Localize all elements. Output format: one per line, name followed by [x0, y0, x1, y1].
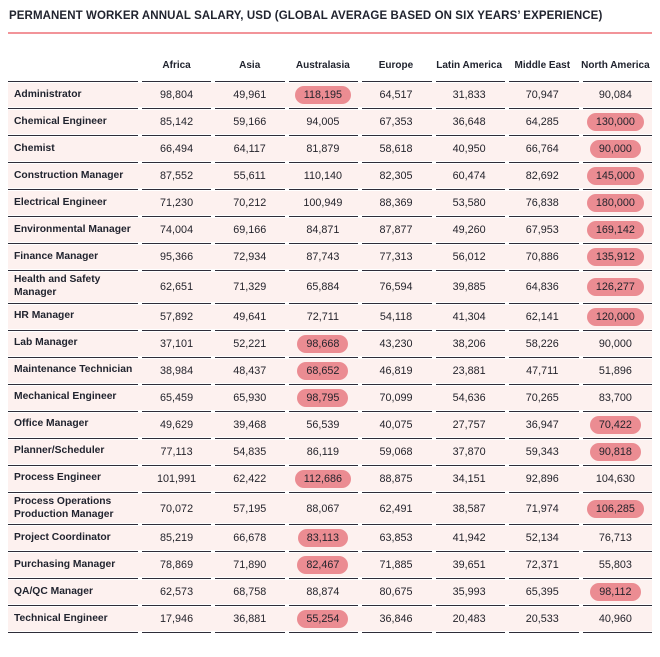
salary-cell: 59,343 — [525, 445, 559, 458]
row-label: Process Engineer — [14, 472, 101, 484]
salary-cell: 17,946 — [160, 613, 194, 626]
salary-cell: 67,953 — [525, 224, 559, 236]
salary-cell: 110,140 — [303, 170, 342, 182]
salary-cell: 84,871 — [306, 224, 340, 236]
row-divider — [8, 631, 652, 634]
row-label: Environmental Manager — [14, 223, 131, 235]
salary-cell: 71,885 — [379, 559, 413, 572]
salary-cell: 39,885 — [452, 280, 486, 293]
table-row — [8, 607, 652, 631]
salary-cell: 58,226 — [525, 337, 559, 350]
table-row — [8, 553, 652, 577]
salary-cell: 40,950 — [452, 143, 486, 155]
salary-cell: 39,468 — [233, 418, 267, 431]
salary-cell: 76,838 — [525, 197, 559, 209]
salary-cell — [579, 140, 652, 158]
salary-cell: 51,896 — [598, 364, 632, 377]
row-label: Technical Engineer — [14, 613, 108, 624]
salary-cell: 56,539 — [306, 418, 340, 431]
highlight-badge: 135,912 — [587, 248, 644, 266]
salary-cell: 40,075 — [379, 418, 413, 431]
salary-cell: 71,329 — [233, 280, 267, 293]
salary-cell — [579, 583, 652, 601]
salary-cell: 77,313 — [379, 251, 413, 263]
salary-cell: 70,947 — [525, 89, 559, 101]
table-row — [8, 494, 652, 524]
highlight-badge: 82,467 — [297, 556, 348, 574]
column-header-africa: Africa — [162, 60, 191, 71]
highlight-badge: 90,818 — [590, 443, 641, 461]
salary-cell: 78,869 — [160, 559, 194, 572]
salary-cell: 38,984 — [160, 364, 194, 377]
table-row — [8, 83, 652, 107]
highlight-badge: 98,668 — [297, 335, 348, 353]
table-row — [8, 526, 652, 550]
salary-cell: 66,494 — [160, 143, 194, 155]
salary-cell: 54,636 — [452, 391, 486, 404]
salary-cell: 49,641 — [233, 310, 267, 323]
salary-cell: 85,219 — [160, 532, 194, 545]
salary-cell — [579, 248, 652, 266]
salary-cell: 64,285 — [525, 116, 559, 128]
column-header-latin-america: Latin America — [436, 60, 503, 71]
salary-cell — [286, 556, 359, 574]
salary-cell: 65,459 — [160, 391, 194, 404]
salary-cell: 62,141 — [525, 310, 559, 323]
salary-cell: 76,713 — [598, 532, 632, 545]
salary-cell — [286, 335, 359, 353]
salary-cell: 27,757 — [452, 418, 486, 431]
table-row — [8, 332, 652, 356]
salary-cell — [579, 308, 652, 326]
salary-cell: 68,758 — [233, 586, 267, 599]
salary-cell — [579, 113, 652, 131]
highlight-badge: 145,000 — [587, 167, 644, 185]
salary-cell: 92,896 — [525, 472, 559, 485]
salary-cell — [286, 470, 359, 488]
salary-cell: 90,084 — [598, 89, 632, 101]
salary-cell: 85,142 — [160, 116, 194, 128]
salary-cell: 47,711 — [526, 364, 559, 377]
salary-cell: 88,874 — [306, 586, 340, 599]
salary-cell: 72,711 — [306, 310, 339, 323]
salary-cell: 101,991 — [157, 472, 197, 485]
salary-cell: 65,884 — [306, 280, 340, 293]
table-row — [8, 218, 652, 242]
salary-cell: 62,651 — [160, 280, 194, 293]
column-header-north-america: North America — [581, 60, 650, 71]
salary-cell: 72,371 — [525, 559, 559, 572]
salary-cell: 41,304 — [452, 310, 486, 323]
salary-cell: 82,692 — [525, 170, 559, 182]
salary-cell: 67,353 — [379, 116, 413, 128]
page-title: PERMANENT WORKER ANNUAL SALARY, USD (GLOBAL AVERAGE BASED ON SIX YEARS’ EXPERIENCE) — [9, 10, 603, 22]
salary-cell: 20,483 — [452, 613, 486, 626]
row-label: Purchasing Manager — [14, 559, 116, 570]
salary-cell — [579, 221, 652, 239]
salary-cell: 34,151 — [452, 472, 486, 485]
table-row — [8, 137, 652, 161]
table-row — [8, 440, 652, 464]
salary-cell: 87,877 — [379, 224, 413, 236]
salary-cell: 37,101 — [160, 337, 194, 350]
salary-cell: 54,118 — [379, 310, 413, 323]
salary-cell: 57,892 — [160, 310, 194, 323]
salary-cell: 81,879 — [306, 143, 340, 155]
row-label: Chemical Engineer — [14, 115, 107, 127]
row-label: Office Manager — [14, 418, 89, 430]
salary-cell: 49,961 — [233, 89, 267, 101]
salary-cell: 31,833 — [452, 89, 486, 101]
salary-cell: 43,230 — [379, 337, 413, 350]
salary-cell: 76,594 — [379, 280, 413, 293]
salary-cell: 87,552 — [160, 170, 194, 182]
salary-cell: 37,870 — [452, 445, 486, 458]
row-label: Health and Safety Manager — [14, 274, 101, 298]
highlight-badge: 70,422 — [590, 416, 641, 434]
salary-cell — [286, 529, 359, 547]
salary-cell: 59,166 — [233, 116, 267, 128]
salary-cell: 70,212 — [233, 197, 267, 209]
row-label: Maintenance Technician — [14, 364, 133, 376]
salary-cell: 39,651 — [452, 559, 486, 572]
highlight-badge: 98,112 — [590, 583, 640, 601]
highlight-badge: 180,000 — [587, 194, 644, 212]
salary-cell: 70,099 — [379, 391, 413, 404]
salary-cell: 54,835 — [233, 445, 267, 458]
salary-cell: 62,491 — [379, 502, 413, 515]
salary-cell: 58,618 — [379, 143, 413, 155]
highlight-badge: 106,285 — [587, 500, 644, 518]
column-header-europe: Europe — [378, 60, 414, 71]
salary-cell — [579, 167, 652, 185]
salary-cell: 71,230 — [160, 197, 194, 209]
table-row — [8, 467, 652, 491]
salary-cell: 35,993 — [452, 586, 486, 599]
highlight-badge: 83,113 — [298, 529, 348, 547]
highlight-badge: 112,686 — [295, 470, 351, 488]
row-label: Lab Manager — [14, 337, 78, 349]
salary-cell: 104,630 — [595, 472, 635, 485]
salary-cell: 41,942 — [452, 532, 486, 545]
salary-cell: 86,119 — [306, 445, 339, 458]
highlight-badge: 169,142 — [587, 221, 644, 239]
salary-cell: 80,675 — [379, 586, 413, 599]
row-label: Construction Manager — [14, 169, 124, 181]
salary-cell: 66,764 — [525, 143, 559, 155]
salary-cell: 69,166 — [233, 224, 267, 236]
salary-cell: 70,265 — [525, 391, 559, 404]
salary-table — [8, 80, 652, 634]
column-header-asia: Asia — [239, 60, 261, 71]
salary-cell: 55,611 — [233, 170, 266, 182]
salary-cell — [286, 86, 359, 104]
salary-cell: 70,886 — [525, 251, 559, 263]
salary-cell: 38,587 — [452, 502, 486, 515]
highlight-badge: 68,652 — [297, 362, 348, 380]
table-row — [8, 191, 652, 215]
highlight-badge: 130,000 — [587, 113, 644, 131]
salary-cell: 57,195 — [233, 502, 267, 515]
salary-cell: 38,206 — [452, 337, 486, 350]
row-label: Electrical Engineer — [14, 196, 107, 208]
salary-cell: 49,260 — [452, 224, 486, 236]
salary-cell: 62,422 — [233, 472, 267, 485]
column-header-australasia: Australasia — [295, 60, 350, 71]
salary-cell: 36,881 — [233, 613, 267, 626]
salary-cell: 48,437 — [233, 364, 267, 377]
salary-cell: 65,395 — [525, 586, 559, 599]
salary-cell: 64,836 — [525, 280, 559, 293]
salary-cell: 64,517 — [379, 89, 413, 101]
table-row — [8, 413, 652, 437]
table-row — [8, 305, 652, 329]
salary-cell: 100,949 — [303, 197, 343, 209]
table-row — [8, 580, 652, 604]
salary-cell — [579, 500, 652, 518]
salary-cell: 87,743 — [306, 251, 340, 263]
highlight-badge: 55,254 — [297, 610, 348, 628]
salary-cell: 66,678 — [233, 532, 267, 545]
salary-cell — [579, 416, 652, 434]
highlight-badge: 98,795 — [297, 389, 348, 407]
row-label: Finance Manager — [14, 250, 99, 262]
salary-cell: 90,000 — [598, 337, 632, 350]
row-label: QA/QC Manager — [14, 586, 93, 597]
salary-cell: 82,305 — [379, 170, 413, 182]
salary-cell: 20,533 — [525, 613, 559, 626]
row-label: Mechanical Engineer — [14, 391, 117, 403]
salary-cell: 98,804 — [160, 89, 194, 101]
salary-cell — [286, 389, 359, 407]
salary-cell: 52,134 — [525, 532, 559, 545]
salary-cell — [286, 610, 359, 628]
row-label: Chemist — [14, 142, 55, 154]
table-row — [8, 359, 652, 383]
salary-cell: 88,369 — [379, 197, 413, 209]
salary-cell — [286, 362, 359, 380]
row-label: HR Manager — [14, 310, 75, 322]
salary-cell — [579, 278, 652, 296]
highlight-badge: 118,195 — [295, 86, 351, 104]
salary-cell: 49,629 — [160, 418, 194, 431]
row-label: Planner/Scheduler — [14, 445, 105, 457]
salary-cell: 71,974 — [525, 502, 559, 515]
salary-cell: 36,846 — [379, 613, 413, 626]
row-label: Project Coordinator — [14, 532, 111, 543]
column-header-middle-east: Middle East — [514, 60, 571, 71]
table-row — [8, 245, 652, 269]
table-row — [8, 272, 652, 302]
salary-cell: 88,067 — [306, 502, 340, 515]
salary-cell — [579, 194, 652, 212]
salary-cell: 59,068 — [379, 445, 413, 458]
salary-cell: 65,930 — [233, 391, 267, 404]
salary-cell: 36,947 — [525, 418, 559, 431]
highlight-badge: 126,277 — [587, 278, 644, 296]
salary-cell: 64,117 — [233, 143, 266, 155]
table-header-row — [8, 60, 652, 71]
salary-cell: 52,221 — [233, 337, 267, 350]
salary-cell: 63,853 — [379, 532, 413, 545]
salary-cell: 94,005 — [306, 116, 340, 128]
salary-cell: 56,012 — [452, 251, 486, 263]
row-label: Process Operations Production Manager — [14, 495, 114, 520]
salary-cell: 46,819 — [379, 364, 413, 377]
salary-cell: 95,366 — [160, 251, 194, 263]
salary-cell: 88,875 — [379, 472, 413, 485]
salary-cell: 40,960 — [598, 613, 632, 626]
salary-cell — [579, 443, 652, 461]
table-row — [8, 386, 652, 410]
highlight-badge: 90,000 — [590, 140, 641, 158]
salary-cell: 36,648 — [452, 116, 486, 128]
salary-cell: 70,072 — [160, 502, 194, 515]
highlight-badge: 120,000 — [587, 308, 644, 326]
salary-cell: 60,474 — [452, 170, 486, 182]
salary-cell: 83,700 — [598, 391, 632, 404]
salary-cell: 71,890 — [233, 559, 267, 572]
salary-cell: 77,113 — [160, 445, 193, 458]
salary-cell: 74,004 — [160, 224, 194, 236]
salary-cell: 72,934 — [233, 251, 267, 263]
row-label: Administrator — [14, 88, 82, 100]
title-underline — [8, 32, 652, 34]
table-row — [8, 110, 652, 134]
salary-cell: 62,573 — [160, 586, 194, 599]
salary-cell: 23,881 — [452, 364, 486, 377]
salary-cell: 55,803 — [598, 559, 632, 572]
salary-cell: 53,580 — [452, 197, 486, 209]
table-row — [8, 164, 652, 188]
